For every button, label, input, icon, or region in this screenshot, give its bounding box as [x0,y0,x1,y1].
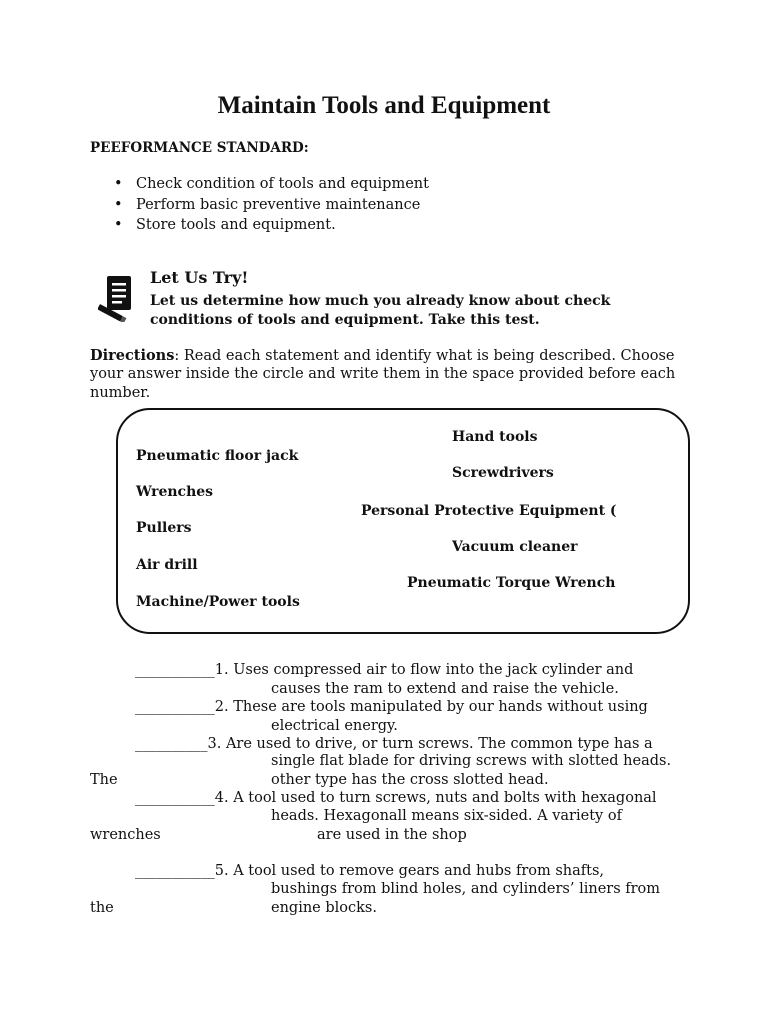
question-4-cont: heads. Hexagonall means six-sided. A variety of [271,808,622,824]
directions-line: Directions: Read each statement and identify what is being described. Choose [90,347,675,364]
choice-pneumatic-floor-jack: Pneumatic floor jack [136,448,299,464]
page-title: Maintain Tools and Equipment [217,92,551,119]
choice-vacuum-cleaner: Vacuum cleaner [452,539,578,555]
choice-machine-power-tools: Machine/Power tools [136,594,300,610]
lets-try-heading: Let Us Try! [150,268,249,287]
lets-try-text-line: Let us determine how much you already know about check [150,293,611,309]
question-3-cont: other type has the cross slotted head. [271,772,549,788]
performance-standard-label: PEEFORMANCE STANDARD: [90,140,309,156]
question-2-cont: electrical energy. [271,718,398,734]
choice-ppe: Personal Protective Equipment ( [361,503,617,519]
question-4-cont: are used in the shop [317,827,467,843]
test-paper-pencil-icon [98,274,140,322]
question-5: ___________5. A tool used to remove gears and hubs from shafts, [135,863,605,879]
question-3-lead: The [90,772,118,788]
question-4-lead: wrenches [90,827,161,843]
question-4: ___________4. A tool used to turn screws, nuts and bolts with hexagonal [135,790,657,806]
choice-wrenches: Wrenches [136,484,214,500]
performance-standard-list [110,174,429,236]
question-5-cont: engine blocks. [271,900,377,916]
directions-line: number. [90,385,151,401]
directions-label: Directions [90,347,175,364]
choice-hand-tools: Hand tools [452,429,538,445]
question-1: ___________1. Uses compressed air to flow into the jack cylinder and [135,662,634,678]
choice-air-drill: Air drill [136,557,198,573]
question-3: __________3. Are used to drive, or turn screws. The common type has a [135,736,653,752]
directions-line: your answer inside the circle and write them in the space provided before each [90,366,676,382]
list-item: • Perform basic preventive maintenance [110,195,429,216]
list-item: • Store tools and equipment. [110,215,429,236]
question-1-cont: causes the ram to extend and raise the vehicle. [271,681,619,697]
choice-pneumatic-torque-wrench: Pneumatic Torque Wrench [407,575,616,591]
choice-screwdrivers: Screwdrivers [452,465,554,481]
lets-try-text-line: conditions of tools and equipment. Take this test. [150,312,540,328]
choice-pullers: Pullers [136,520,192,536]
question-3-cont: single flat blade for driving screws with slotted heads. [271,753,672,769]
list-item: • Check condition of tools and equipment [110,174,429,195]
question-2: ___________2. These are tools manipulated by our hands without using [135,699,648,715]
question-5-lead: the [90,900,114,916]
question-5-cont: bushings from blind holes, and cylinders’ liners from [271,881,661,897]
